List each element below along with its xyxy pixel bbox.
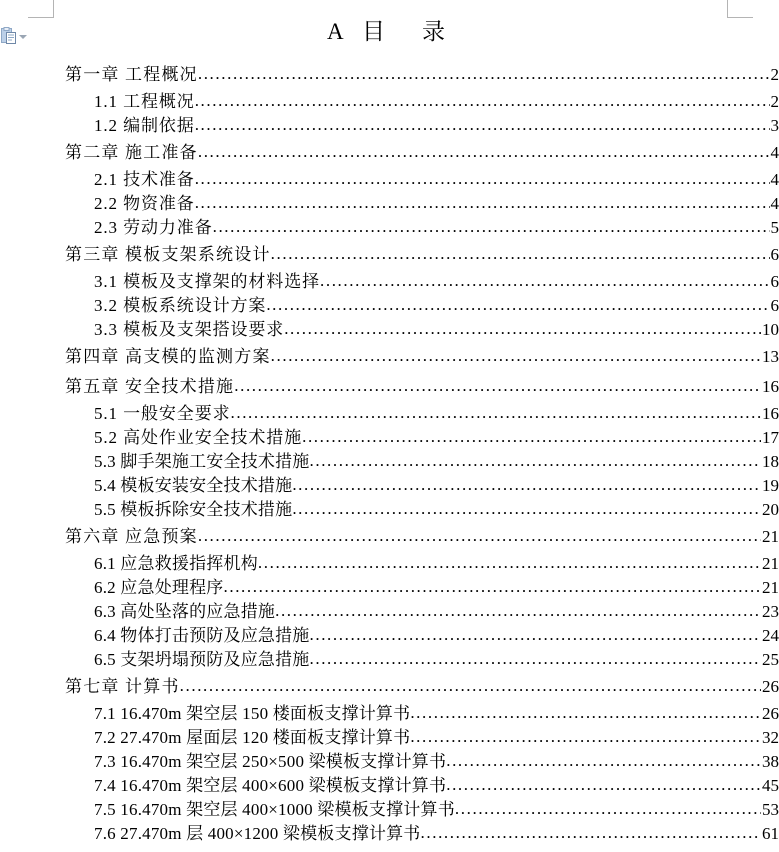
toc-entry[interactable]	[94, 270, 779, 294]
toc-entry-page-number: 21	[762, 554, 779, 573]
toc-entry[interactable]	[94, 114, 779, 138]
toc-leader-dots	[292, 497, 761, 521]
toc-entry[interactable]	[94, 726, 779, 750]
toc-leader-dots	[446, 773, 761, 797]
toc-entry-label: 3.3 模板及支架搭设要求	[94, 320, 285, 339]
toc-entry-label: 5.1 一般安全要求	[94, 404, 231, 423]
toc-entry[interactable]	[94, 498, 779, 522]
toc-leader-dots	[410, 701, 761, 725]
toc-entry[interactable]	[94, 822, 779, 846]
toc-entry[interactable]	[65, 240, 779, 270]
toc-entry-label: 5.3 脚手架施工安全技术措施	[94, 452, 310, 471]
toc-entry-label: 7.6 27.470m 层 400×1200 梁模板支撑计算书	[94, 824, 421, 843]
toc-entry-label: 6.4 物体打击预防及应急措施	[94, 626, 310, 645]
toc-entry[interactable]	[94, 600, 779, 624]
toc-entry-label: 6.5 支架坍塌预防及应急措施	[94, 650, 310, 669]
toc-entry-label: 1.2 编制依据	[94, 116, 195, 135]
toc-entry-page-number: 16	[762, 377, 779, 396]
toc-leader-dots	[198, 59, 770, 89]
toc-entry-page-number: 4	[770, 143, 779, 162]
toc-entry[interactable]	[94, 552, 779, 576]
toc-leader-dots	[258, 551, 761, 575]
toc-entry[interactable]	[94, 702, 779, 726]
toc-entry-label: 2.3 劳动力准备	[94, 218, 213, 237]
toc-entry-page-number: 32	[762, 728, 779, 747]
toc-entry[interactable]	[65, 672, 779, 702]
toc-entry-page-number: 2	[770, 65, 779, 84]
toc-entry-page-number: 21	[762, 578, 779, 597]
toc-entry-label: 6.3 高处坠落的应急措施	[94, 602, 276, 621]
toc-leader-dots	[320, 269, 770, 293]
toc-entry-page-number: 21	[762, 527, 779, 546]
toc-leader-dots	[446, 749, 761, 773]
toc-leader-dots	[195, 113, 770, 137]
toc-entry-page-number: 19	[762, 476, 779, 495]
toc-leader-dots	[198, 137, 770, 167]
toc-leader-dots	[198, 521, 761, 551]
toc-entry-page-number: 6	[770, 272, 779, 291]
toc-entry-label: 7.5 16.470m 架空层 400×1000 梁模板支撑计算书	[94, 800, 455, 819]
toc-leader-dots	[310, 623, 762, 647]
margin-corner-mark-top-right	[727, 0, 753, 18]
toc-entry[interactable]	[94, 798, 779, 822]
toc-entry[interactable]	[65, 342, 779, 372]
toc-leader-dots	[410, 725, 761, 749]
toc-entry-page-number: 4	[770, 170, 779, 189]
toc-entry[interactable]	[65, 138, 779, 168]
toc-entry-label: 6.1 应急救援指挥机构	[94, 554, 258, 573]
toc-leader-dots	[310, 647, 762, 671]
toc-leader-dots	[234, 371, 761, 401]
toc-entry-label: 第七章 计算书	[65, 677, 180, 696]
toc-entry-page-number: 23	[762, 602, 779, 621]
toc-leader-dots	[275, 599, 761, 623]
toc-entry-label: 第六章 应急预案	[65, 527, 198, 546]
toc-leader-dots	[195, 167, 770, 191]
toc-entry[interactable]	[94, 318, 779, 342]
toc-entry-label: 1.1 工程概况	[94, 92, 195, 111]
toc-entry-page-number: 3	[770, 116, 779, 135]
toc-entry-page-number: 17	[762, 428, 779, 447]
toc-leader-dots	[195, 89, 770, 113]
toc-leader-dots	[213, 215, 770, 239]
toc-leader-dots	[271, 341, 761, 371]
page-title: A 目 录	[326, 19, 453, 44]
toc-leader-dots	[310, 449, 762, 473]
toc-entry[interactable]	[94, 624, 779, 648]
toc-leader-dots	[224, 575, 762, 599]
toc-entry-label: 7.4 16.470m 架空层 400×600 梁模板支撑计算书	[94, 776, 447, 795]
toc-entry[interactable]	[94, 216, 779, 240]
toc-entry-page-number: 26	[762, 677, 779, 696]
toc-entry-page-number: 20	[762, 500, 779, 519]
toc-entry[interactable]	[94, 450, 779, 474]
toc-leader-dots	[455, 797, 761, 821]
toc-entry[interactable]	[94, 168, 779, 192]
toc-entry-page-number: 61	[762, 824, 779, 843]
toc-entry-page-number: 6	[770, 245, 779, 264]
toc-entry-page-number: 6	[770, 296, 779, 315]
toc-leader-dots	[266, 293, 769, 317]
toc-entry[interactable]	[65, 372, 779, 402]
toc-leader-dots	[421, 821, 761, 845]
toc-entry[interactable]	[94, 402, 779, 426]
toc-entry[interactable]	[65, 522, 779, 552]
toc-entry-label: 3.2 模板系统设计方案	[94, 296, 267, 315]
toc-leader-dots	[195, 191, 770, 215]
toc-leader-dots	[302, 425, 761, 449]
toc-leader-dots	[180, 671, 761, 701]
toc-entry-page-number: 38	[762, 752, 779, 771]
toc-entry[interactable]	[94, 648, 779, 672]
toc-entry[interactable]	[94, 774, 779, 798]
toc-entry[interactable]	[94, 294, 779, 318]
toc-entry-label: 5.5 模板拆除安全技术措施	[94, 500, 293, 519]
toc-entry-page-number: 24	[762, 626, 779, 645]
toc-entry-label: 第四章 高支模的监测方案	[65, 347, 271, 366]
toc-entry[interactable]	[94, 474, 779, 498]
toc-entry-page-number: 4	[770, 194, 779, 213]
toc-entry-label: 第一章 工程概况	[65, 65, 198, 84]
toc-entry-page-number: 13	[762, 347, 779, 366]
toc-leader-dots	[271, 239, 770, 269]
toc-entry-label: 5.2 高处作业安全技术措施	[94, 428, 303, 447]
toc-entry-page-number: 5	[770, 218, 779, 237]
toc-entry-label: 第三章 模板支架系统设计	[65, 245, 271, 264]
toc-entry-page-number: 25	[762, 650, 779, 669]
table-of-contents	[0, 60, 779, 846]
toc-entry-page-number: 18	[762, 452, 779, 471]
toc-leader-dots	[284, 317, 761, 341]
toc-entry[interactable]	[94, 192, 779, 216]
toc-entry-label: 第五章 安全技术措施	[65, 377, 235, 396]
toc-entry[interactable]	[94, 576, 779, 600]
margin-corner-mark-top-left	[28, 0, 54, 18]
toc-entry-label: 6.2 应急处理程序	[94, 578, 224, 597]
toc-entry[interactable]	[94, 90, 779, 114]
toc-entry-label: 7.2 27.470m 屋面层 120 楼面板支撑计算书	[94, 728, 411, 747]
toc-entry-label: 7.3 16.470m 架空层 250×500 梁模板支撑计算书	[94, 752, 447, 771]
toc-entry-page-number: 53	[762, 800, 779, 819]
toc-entry[interactable]	[65, 60, 779, 90]
toc-entry-label: 7.1 16.470m 架空层 150 楼面板支撑计算书	[94, 704, 411, 723]
toc-entry[interactable]	[94, 750, 779, 774]
toc-entry-page-number: 45	[762, 776, 779, 795]
toc-entry-label: 3.1 模板及支撑架的材料选择	[94, 272, 320, 291]
toc-entry-label: 2.2 物资准备	[94, 194, 195, 213]
toc-entry-label: 2.1 技术准备	[94, 170, 195, 189]
toc-entry-page-number: 2	[770, 92, 779, 111]
toc-entry-page-number: 10	[762, 320, 779, 339]
toc-entry-page-number: 16	[762, 404, 779, 423]
toc-entry-label: 第二章 施工准备	[65, 143, 198, 162]
toc-entry-page-number: 26	[762, 704, 779, 723]
toc-leader-dots	[231, 401, 762, 425]
toc-entry-label: 5.4 模板安装安全技术措施	[94, 476, 293, 495]
toc-leader-dots	[292, 473, 761, 497]
toc-entry[interactable]	[94, 426, 779, 450]
